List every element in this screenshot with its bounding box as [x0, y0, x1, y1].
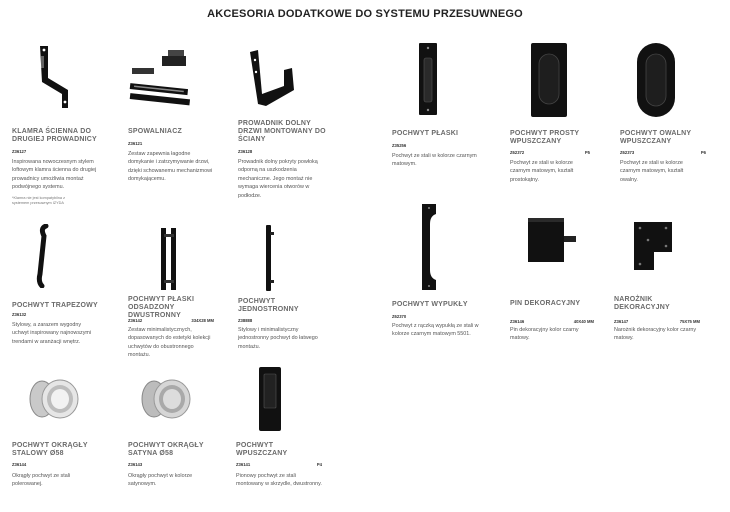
- product-name: POCHWYT PROSTY WPUSZCZANY: [510, 130, 580, 145]
- product-description: Pochwyt ze stali w kolorze czarnym matowym.: [392, 153, 477, 168]
- product-pochwyt-jednostronny: [238, 222, 338, 362]
- product-pin-dekoracyjny: [510, 212, 602, 352]
- product-code: Z36144: [12, 462, 27, 467]
- product-pochwyt-plaski: [392, 40, 492, 180]
- product-code: Z36121: [128, 141, 143, 146]
- trapezoid-handle-icon: [32, 224, 62, 288]
- recessed-rect-handle-icon: [530, 42, 570, 120]
- decorative-pin-icon: [524, 214, 580, 270]
- product-description: Pochwyt z rączką wypukłą ze stali w kolorze czarnym matowym 5501.: [392, 323, 479, 338]
- product-name: POCHWYT OWALNY WPUSZCZANY: [620, 130, 692, 145]
- product-code: Z36147: [614, 319, 629, 324]
- product-klamra: [12, 40, 112, 215]
- product-code: Z36132: [12, 312, 27, 317]
- product-naroznik: [614, 212, 710, 352]
- floor-guide-icon: [244, 40, 304, 112]
- product-description: Zestaw zapewnia łagodne domykanie i zatrzymywanie drzwi, dzięki schowanemu mechanizmowi domykającemu.: [128, 151, 213, 183]
- product-code: Z36127: [12, 149, 27, 154]
- product-description: Pionowy pochwyt ze stali montowany w skrzydle, dwustronny.: [236, 473, 322, 488]
- product-code: Z36146: [510, 319, 525, 324]
- product-pochwyt-wpuszczany: [236, 366, 326, 500]
- product-pochwyt-trapezowy: [12, 222, 112, 352]
- product-size: 334X28 MM: [191, 318, 214, 323]
- product-size: P5: [584, 150, 590, 155]
- product-name: PROWADNIK DOLNY DRZWI MONTOWANY DO ŚCIANY: [238, 120, 326, 143]
- product-description: Okrągły pochwyt ze stali polerowanej.: [12, 473, 71, 488]
- product-okragly-stalowy: [12, 370, 112, 500]
- product-name: POCHWYT PŁASKI ODSADZONY DWUSTRONNY: [128, 296, 195, 319]
- double-flat-handle-icon: [158, 226, 180, 292]
- product-code: Z35256: [392, 143, 407, 148]
- product-code: Z62370: [392, 314, 407, 319]
- product-pochwyt-prosty: [510, 40, 602, 190]
- product-name: POCHWYT PŁASKI: [392, 130, 459, 137]
- product-description: Zestaw minimalistycznych, dopasowanych do estetyki kolekcji uchwytów do obustronnego montażu.: [128, 327, 211, 359]
- product-code: Z38888: [238, 318, 253, 323]
- recessed-handle-icon: [258, 366, 284, 432]
- product-code: Z62373: [620, 150, 635, 155]
- product-name: NAROŻNIK DEKORACYJNY: [614, 296, 670, 311]
- product-name: POCHWYT JEDNOSTRONNY: [238, 298, 299, 313]
- product-name: POCHWYT OKRĄGŁY STALOWY Ø58: [12, 442, 88, 457]
- product-okragly-satyna: [128, 370, 228, 500]
- product-prowadnik: [238, 40, 338, 200]
- recessed-oval-handle-icon: [636, 42, 678, 120]
- product-description: Pochwyt ze stali w kolorze czarnym matowym, kształt prostokątny.: [510, 160, 574, 183]
- product-code: Z36128: [238, 149, 253, 154]
- product-spowalniacz: [128, 40, 228, 190]
- product-pochwyt-odsadzony: [128, 222, 228, 362]
- product-name: SPOWALNIACZ: [128, 128, 182, 135]
- wall-bracket-icon: [22, 40, 82, 115]
- product-code: Z36142: [128, 318, 143, 323]
- product-name: POCHWYT WYPUKŁY: [392, 301, 468, 308]
- product-pochwyt-owalny: [620, 40, 710, 190]
- round-steel-handle-icon: [22, 374, 86, 424]
- product-name: PIN DEKORACYJNY: [510, 300, 581, 307]
- product-description: Narożnik dekoracyjny kolor czarny matowy.: [614, 327, 697, 342]
- product-size: 75X75 MM: [679, 319, 700, 324]
- product-size: P6: [700, 150, 706, 155]
- product-name: POCHWYT OKRĄGŁY SATYNA Ø58: [128, 442, 204, 457]
- product-code: Z36143: [128, 462, 143, 467]
- product-code: Z36141: [236, 462, 251, 467]
- product-description: Stylowy i minimalistyczny jednostronny pochwyt do łatwego montażu.: [238, 327, 318, 350]
- product-name: POCHWYT WPUSZCZANY: [236, 442, 288, 457]
- product-description: Pochwyt ze stali w kolorze czarnym matowym, kształt owalny.: [620, 160, 684, 183]
- product-description: Prowadnik dolny pokryty powłoką odporną na uszkodzenia mechaniczne. Jego montaż nie wymaga wiercenia otworów w podłodze.: [238, 159, 318, 199]
- flat-handle-icon: [418, 42, 440, 118]
- product-name: KLAMRA ŚCIENNA DO DRUGIEJ PROWADNICY: [12, 128, 97, 143]
- product-size: 40X40 MM: [573, 319, 594, 324]
- product-description: Okrągły pochwyt w kolorze satynowym.: [128, 473, 193, 488]
- product-description: Stylowy, a zarazem wygodny uchwyt inspirowany najnowszymi trendami w aranżacji wnętrz.: [12, 322, 92, 345]
- page-title: AKCESORIA DODATKOWE DO SYSTEMU PRZESUWNEGO: [207, 8, 523, 20]
- product-note: *Klamra nie jest kompatybilna z systemem przesuwnym IZYDA: [12, 196, 65, 205]
- product-description: Inspirowana nowoczesnym stylem loftowym klamra ścienna do drugiej prowadnicy umożliwia montaż podwójnego systemu.: [12, 159, 97, 191]
- product-code: Z62372: [510, 150, 525, 155]
- convex-handle-icon: [416, 202, 444, 292]
- round-satin-handle-icon: [134, 374, 198, 424]
- decorative-corner-icon: [628, 216, 678, 274]
- single-bar-handle-icon: [262, 224, 276, 292]
- soft-close-icon: [128, 40, 198, 110]
- product-pochwyt-wypukly: [392, 200, 492, 370]
- product-size: P4: [316, 462, 322, 467]
- product-description: Pin dekoracyjny kolor czarny matowy.: [510, 327, 579, 342]
- product-name: POCHWYT TRAPEZOWY: [12, 302, 98, 309]
